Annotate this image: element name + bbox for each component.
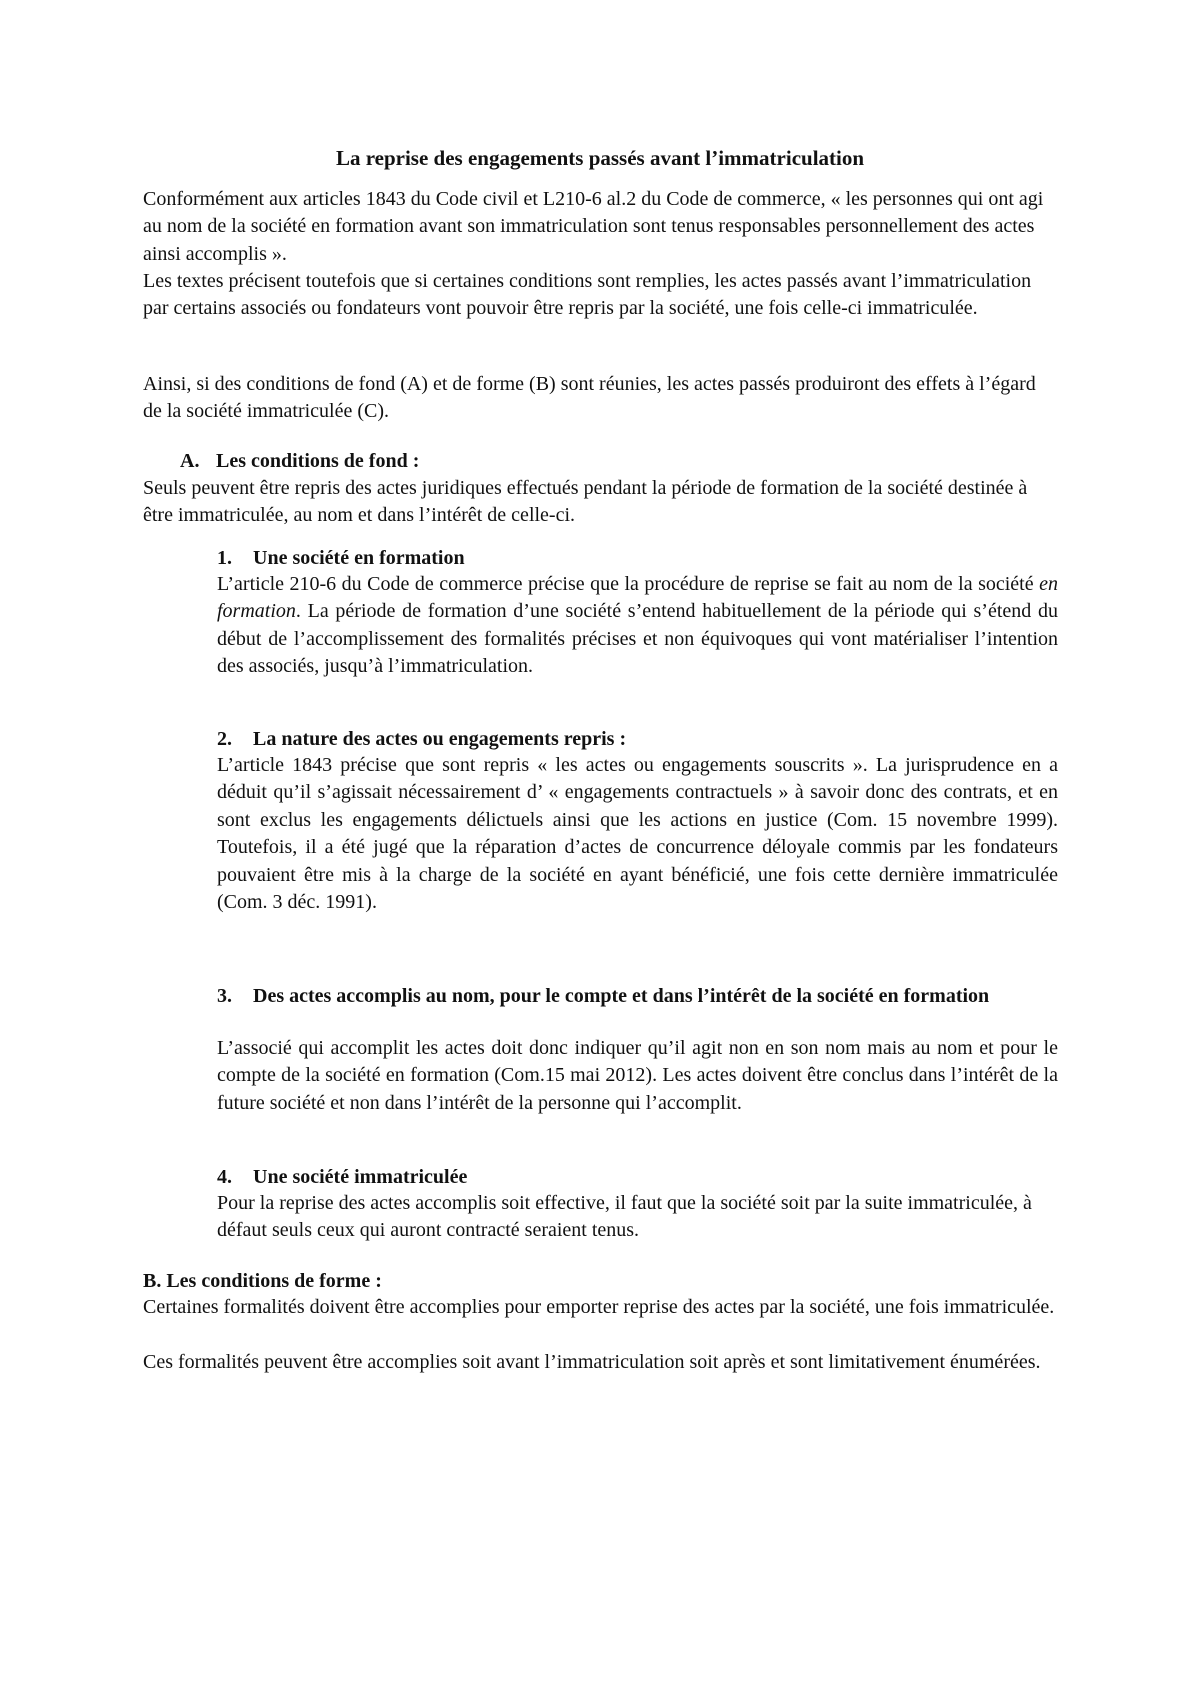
section-b-paragraph-1: Certaines formalités doivent être accomplies pour emporter reprise des actes par la société, une fois immatriculée. xyxy=(143,1296,1055,1318)
intro-paragraph-3: Ainsi, si des conditions de fond (A) et de forme (B) sont réunies, les actes passés produiront des effets à l’égard de la société immatriculée (C). xyxy=(143,373,1036,423)
item-4-number: 4. xyxy=(217,1166,232,1188)
intro-paragraph-2: Les textes précisent toutefois que si certaines conditions sont remplies, les actes passés avant l’immatriculation par certains associés ou fondateurs vont pouvoir être repris par la société, une fois celle-ci immatriculée. xyxy=(143,270,1032,320)
section-b-heading: B. Les conditions de forme : xyxy=(143,1270,382,1292)
section-b-paragraph-2: Ces formalités peuvent être accomplies soit avant l’immatriculation soit après et sont limitativement énumérées. xyxy=(143,1351,1041,1373)
item-1-heading: Une société en formation xyxy=(253,547,465,569)
item-4-heading: Une société immatriculée xyxy=(253,1166,468,1188)
item-1-text xyxy=(217,571,1058,681)
section-a-letter: A. xyxy=(180,450,200,472)
item-2-heading: La nature des actes ou engagements repris : xyxy=(253,728,627,750)
intro-paragraph-1: Conformément aux articles 1843 du Code civil et L210-6 al.2 du Code de commerce, « les personnes qui ont agi au nom de la société en formation avant son immatriculation sont tenus responsables personnellement des actes ainsi accomplis ». xyxy=(143,188,1044,265)
item-3-number: 3. xyxy=(217,985,232,1007)
section-a-text: Seuls peuvent être repris des actes juridiques effectués pendant la période de formation de la société destinée à être immatriculée, au nom et dans l’intérêt de celle-ci. xyxy=(143,477,1028,527)
item-3-heading: Des actes accomplis au nom, pour le compte et dans l’intérêt de la société en formation xyxy=(253,985,990,1007)
item-3-text: L’associé qui accomplit les actes doit donc indiquer qu’il agit non en son nom mais au nom et pour le compte de la société en formation (Com.15 mai 2012). Les actes doivent être conclus dans l’intérêt de la future société et non dans l’intérêt de la personne qui l’accomplit. xyxy=(217,1037,1058,1114)
section-a-heading: Les conditions de fond : xyxy=(216,450,420,472)
item-2-text: L’article 1843 précise que sont repris « les actes ou engagements souscrits ». La jurisprudence en a déduit qu’il s’agissait nécessairement d’ « engagements contractuels » à savoir donc des contrats, et en sont exclus les engagements délictuels ainsi que les actions en justice (Com. 15 novembre 1999). Toutefois, il a été jugé que la réparation d’actes de concurrence déloyale commis par les fondateurs pouvaient être mis à la charge de la société en ayant bénéficié, une fois cette dernière immatriculée (Com. 3 déc. 1991). xyxy=(217,754,1058,914)
item-1-text-italic: en formation xyxy=(217,573,1058,623)
item-1-text-before: L’article 210-6 du Code de commerce précise que la procédure de reprise se fait au nom de la société xyxy=(217,573,1040,595)
item-4-text: Pour la reprise des actes accomplis soit effective, il faut que la société soit par la suite immatriculée, à défaut seuls ceux qui auront contracté seraient tenus. xyxy=(217,1192,1032,1242)
item-1-number: 1. xyxy=(217,547,232,569)
item-2-number: 2. xyxy=(217,728,232,750)
document-title: La reprise des engagements passés avant l’immatriculation xyxy=(335,146,865,170)
item-1-text-after: . La période de formation d’une société s’entend habituellement de la période qui s’étend du début de l’accomplissement des formalités précises et non équivoques qui vont matérialiser l’intention des associés, jusqu’à l’immatriculation. xyxy=(217,600,1058,678)
